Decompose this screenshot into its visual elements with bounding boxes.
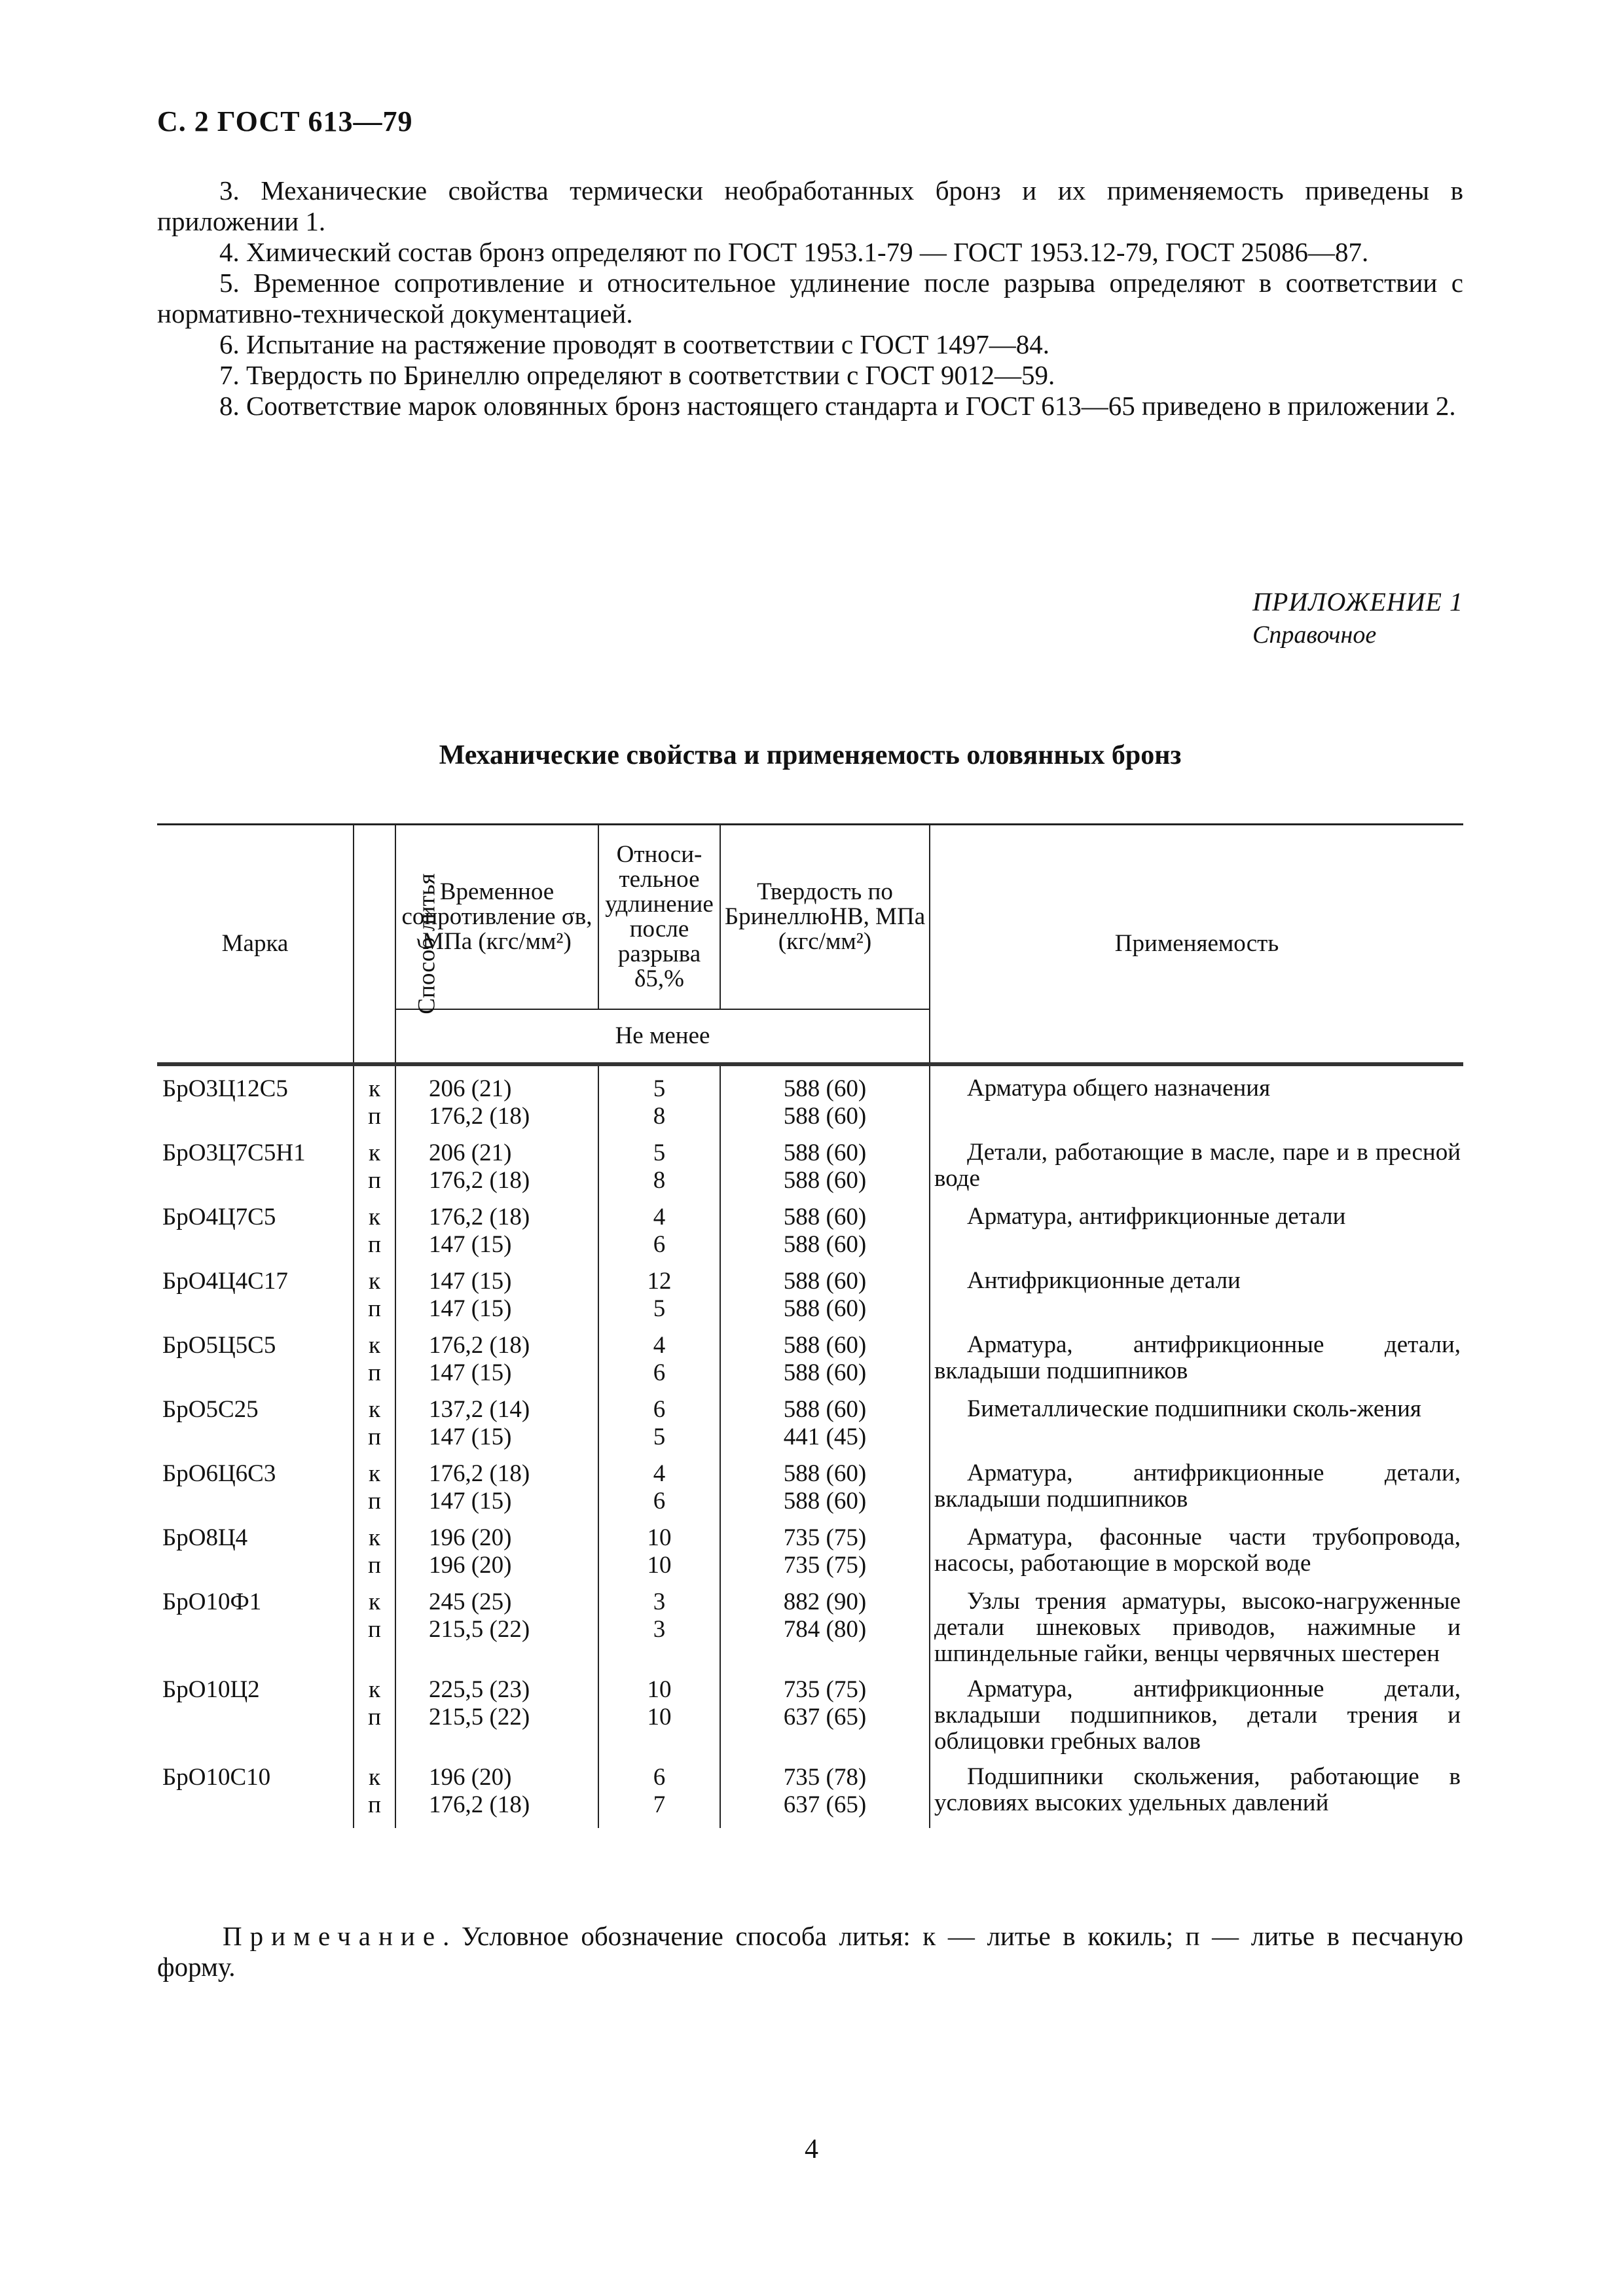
cell-strength-value: 147 (15) [429,1424,512,1450]
cell-marka-value: БрО4Ц7С5 [162,1204,276,1230]
cell-elongation [598,1676,720,1764]
cell-usage-value: Антифрикционные детали [967,1267,1241,1294]
cell-sposob [354,1139,395,1204]
cell-marka-value: БрО10Ц2 [162,1676,260,1703]
cell-sposob-value: к [369,1139,380,1166]
cell-sposob [354,1204,395,1268]
cell-strength [395,1764,598,1828]
cell-sposob-value: к [369,1588,380,1615]
cell-strength-value: 147 (15) [429,1359,512,1386]
paragraph-7: 7. Твердость по Бринеллю определяют в соответствии с ГОСТ 9012—59. [219,360,1055,390]
cell-strength [395,1524,598,1588]
table-row [157,1332,1463,1396]
cell-usage [930,1524,1463,1588]
cell-marka [157,1268,354,1332]
header-not-less: Не менее [395,1009,930,1064]
cell-hardness-value: 588 (60) [783,1295,867,1322]
cell-sposob-value: п [368,1295,381,1322]
cell-sposob-value: п [368,1424,381,1450]
cell-sposob-value: п [368,1704,381,1731]
cell-hardness [720,1396,930,1460]
paragraph-3: 3. Механические свойства термически необработанных бронз и их применяемость приведены в приложении 1. [157,175,1463,236]
cell-strength-value: 176,2 (18) [429,1460,530,1487]
cell-sposob-value: к [369,1268,380,1295]
cell-sposob-value: к [369,1676,380,1703]
cell-elongation-value: 5 [653,1139,666,1166]
table-row [157,1764,1463,1828]
cell-sposob [354,1064,395,1139]
cell-marka-value: БрО5Ц5С5 [162,1332,276,1359]
cell-elongation-value: 4 [653,1332,666,1359]
cell-hardness-value: 882 (90) [783,1588,867,1615]
cell-hardness-value: 588 (60) [783,1488,867,1515]
cell-sposob [354,1268,395,1332]
cell-elongation-value: 10 [647,1524,672,1551]
page-number: 4 [805,2134,818,2164]
cell-usage [930,1064,1463,1139]
cell-elongation-value: 6 [653,1396,666,1423]
cell-elongation [598,1524,720,1588]
page-header: С. 2 ГОСТ 613—79 [157,105,413,137]
cell-elongation [598,1064,720,1139]
cell-strength-value: 147 (15) [429,1231,512,1258]
cell-hardness-value: 784 (80) [783,1616,867,1643]
cell-strength-value: 196 (20) [429,1524,512,1551]
cell-sposob [354,1332,395,1396]
cell-elongation [598,1268,720,1332]
header-hardness: Твердость по БринеллюHB, МПа (кгс/мм²) [720,825,930,1010]
cell-sposob-value: п [368,1616,381,1643]
cell-strength-value: 206 (21) [429,1075,512,1102]
cell-sposob [354,1588,395,1676]
cell-usage-value: Биметаллические подшипники сколь-жения [967,1395,1421,1422]
cell-marka-value: БрО3Ц12С5 [162,1075,288,1102]
cell-sposob [354,1460,395,1524]
paragraph-8: 8. Соответствие марок оловянных бронз настоящего стандарта и ГОСТ 613—65 приведено в приложении 2. [219,391,1456,421]
cell-strength [395,1064,598,1139]
table-row [157,1139,1463,1204]
cell-elongation-value: 3 [653,1588,666,1615]
cell-hardness-value: 588 (60) [783,1139,867,1166]
cell-hardness [720,1588,930,1676]
table-row [157,1460,1463,1524]
header-sposob-text: Способ литья [413,873,441,1014]
cell-sposob [354,1676,395,1764]
table-body [157,1064,1463,1828]
cell-marka [157,1764,354,1828]
appendix-label [1252,586,1463,651]
cell-marka [157,1204,354,1268]
table-row [157,1676,1463,1764]
cell-elongation [598,1332,720,1396]
cell-strength [395,1396,598,1460]
cell-strength-value: 176,2 (18) [429,1167,530,1194]
cell-usage-value: Узлы трения арматуры, высоко-нагруженные детали шнековых приводов, нажимные и шпиндельные гайки, венцы червячных шестерен [934,1588,1461,1667]
cell-elongation [598,1460,720,1524]
cell-hardness [720,1204,930,1268]
cell-strength-value: 215,5 (22) [429,1616,530,1643]
cell-strength-value: 245 (25) [429,1588,512,1615]
cell-sposob-value: к [369,1460,380,1487]
cell-elongation-value: 8 [653,1103,666,1130]
cell-hardness [720,1332,930,1396]
cell-hardness [720,1460,930,1524]
cell-marka [157,1676,354,1764]
cell-hardness-value: 588 (60) [783,1231,867,1258]
cell-usage [930,1588,1463,1676]
cell-strength-value: 206 (21) [429,1139,512,1166]
cell-elongation [598,1204,720,1268]
cell-usage [930,1396,1463,1460]
cell-hardness-value: 588 (60) [783,1167,867,1194]
cell-elongation-value: 10 [647,1552,672,1579]
cell-strength-value: 176,2 (18) [429,1103,530,1130]
cell-hardness-value: 588 (60) [783,1359,867,1386]
cell-marka-value: БрО4Ц4С17 [162,1268,288,1295]
cell-hardness-value: 588 (60) [783,1103,867,1130]
cell-elongation [598,1588,720,1676]
header-strength: Временное сопротивление σв, МПа (кгс/мм²) [395,825,598,1010]
cell-sposob-value: п [368,1552,381,1579]
table-note [157,1921,1463,1982]
cell-hardness [720,1064,930,1139]
note-text: . Условное обозначение способа литья: к — литье в кокиль; п — литье в песчаную форму. [157,1921,1463,1982]
body-paragraphs [157,175,1463,422]
cell-hardness-value: 588 (60) [783,1204,867,1230]
table-row [157,1064,1463,1139]
cell-usage [930,1139,1463,1204]
table-row [157,1588,1463,1676]
cell-sposob-value: к [369,1524,380,1551]
cell-usage-value: Детали, работающие в масле, паре и в пресной воде [934,1139,1461,1192]
cell-hardness [720,1524,930,1588]
cell-marka-value: БрО10Ф1 [162,1588,262,1615]
cell-elongation-value: 5 [653,1075,666,1102]
cell-hardness-value: 588 (60) [783,1460,867,1487]
table-row [157,1396,1463,1460]
cell-sposob [354,1764,395,1828]
table-title: Механические свойства и применяемость оловянных бронз [439,740,1182,770]
cell-strength [395,1268,598,1332]
cell-strength-value: 215,5 (22) [429,1704,530,1731]
cell-marka [157,1396,354,1460]
cell-hardness [720,1764,930,1828]
cell-strength-value: 147 (15) [429,1295,512,1322]
cell-usage-value: Подшипники скольжения, работающие в условиях высоких удельных давлений [934,1763,1461,1816]
cell-strength-value: 196 (20) [429,1764,512,1791]
cell-sposob-value: к [369,1204,380,1230]
cell-marka-value: БрО8Ц4 [162,1524,248,1551]
cell-marka [157,1064,354,1139]
cell-elongation-value: 12 [647,1268,672,1295]
cell-strength [395,1676,598,1764]
cell-sposob-value: п [368,1231,381,1258]
cell-strength [395,1204,598,1268]
cell-elongation-value: 8 [653,1167,666,1194]
cell-marka [157,1460,354,1524]
cell-elongation [598,1139,720,1204]
cell-elongation-value: 6 [653,1764,666,1791]
paragraph-5: 5. Временное сопротивление и относительное удлинение после разрыва определяют в соответствии с нормативно-технической документацией. [157,268,1463,329]
cell-sposob [354,1396,395,1460]
cell-strength-value: 176,2 (18) [429,1332,530,1359]
cell-elongation-value: 6 [653,1359,666,1386]
cell-usage-value: Арматура общего назначения [967,1075,1271,1102]
cell-usage [930,1268,1463,1332]
cell-sposob-value: к [369,1396,380,1423]
paragraph-4: 4. Химический состав бронз определяют по ГОСТ 1953.1-79 — ГОСТ 1953.12-79, ГОСТ 25086—87. [219,237,1369,267]
cell-sposob [354,1524,395,1588]
header-sposob [354,825,441,1065]
cell-strength [395,1139,598,1204]
cell-marka-value: БрО3Ц7С5Н1 [162,1139,306,1166]
cell-elongation-value: 3 [653,1616,666,1643]
cell-elongation [598,1396,720,1460]
cell-sposob-value: п [368,1488,381,1515]
cell-sposob-value: к [369,1764,380,1791]
cell-usage [930,1764,1463,1828]
cell-elongation-value: 6 [653,1488,666,1515]
cell-marka [157,1524,354,1588]
table-row [157,1268,1463,1332]
cell-elongation-value: 10 [647,1676,672,1703]
cell-hardness-value: 441 (45) [783,1424,867,1450]
table-row [157,1204,1463,1268]
header-usage: Применяемость [930,825,1463,1065]
cell-usage-value: Арматура, антифрикционные детали, вкладыши подшипников [934,1331,1461,1384]
cell-marka-value: БрО5С25 [162,1396,259,1423]
cell-hardness-value: 637 (65) [783,1791,867,1818]
cell-strength [395,1332,598,1396]
cell-strength-value: 196 (20) [429,1552,512,1579]
cell-strength-value: 137,2 (14) [429,1396,530,1423]
cell-hardness [720,1676,930,1764]
cell-strength [395,1460,598,1524]
appendix-title: ПРИЛОЖЕНИЕ 1 [1252,587,1463,617]
cell-elongation [598,1764,720,1828]
note-label: Примечание [223,1921,443,1951]
header-elongation: Относи-тельное удлинение после разрыва δ5,% [598,825,720,1010]
cell-marka-value: БрО6Ц6С3 [162,1460,276,1487]
properties-table [157,823,1463,1828]
cell-hardness-value: 735 (75) [783,1676,867,1703]
cell-sposob-value: п [368,1359,381,1386]
cell-usage-value: Арматура, фасонные части трубопровода, насосы, работающие в морской воде [934,1524,1461,1577]
cell-hardness [720,1268,930,1332]
cell-sposob-value: к [369,1332,380,1359]
cell-elongation-value: 7 [653,1791,666,1818]
cell-hardness-value: 637 (65) [783,1704,867,1731]
cell-elongation-value: 4 [653,1204,666,1230]
table-row [157,1524,1463,1588]
cell-usage-value: Арматура, антифрикционные детали, вкладыши подшипников [934,1460,1461,1513]
cell-marka [157,1139,354,1204]
cell-marka [157,1588,354,1676]
cell-hardness-value: 735 (78) [783,1764,867,1791]
cell-marka-value: БрО10С10 [162,1764,271,1791]
cell-strength-value: 147 (15) [429,1268,512,1295]
cell-usage-value: Арматура, антифрикционные детали [967,1203,1346,1230]
cell-hardness [720,1139,930,1204]
header-marka: Марка [157,825,354,1065]
cell-sposob-value: п [368,1103,381,1130]
cell-elongation-value: 6 [653,1231,666,1258]
cell-hardness-value: 588 (60) [783,1396,867,1423]
paragraph-6: 6. Испытание на растяжение проводят в соответствии с ГОСТ 1497—84. [219,329,1049,359]
cell-usage [930,1204,1463,1268]
cell-hardness-value: 735 (75) [783,1524,867,1551]
cell-strength-value: 147 (15) [429,1488,512,1515]
cell-elongation-value: 5 [653,1424,666,1450]
cell-usage [930,1676,1463,1764]
cell-strength-value: 225,5 (23) [429,1676,530,1703]
cell-elongation-value: 10 [647,1704,672,1731]
cell-hardness-value: 588 (60) [783,1332,867,1359]
cell-sposob-value: п [368,1791,381,1818]
cell-strength-value: 176,2 (18) [429,1204,530,1230]
cell-sposob-value: п [368,1167,381,1194]
cell-hardness-value: 735 (75) [783,1552,867,1579]
cell-usage-value: Арматура, антифрикционные детали, вкладыши подшипников, детали трения и облицовки гребных валов [934,1676,1461,1755]
cell-marka [157,1332,354,1396]
cell-hardness-value: 588 (60) [783,1075,867,1102]
cell-sposob-value: к [369,1075,380,1102]
cell-strength [395,1588,598,1676]
cell-strength-value: 176,2 (18) [429,1791,530,1818]
cell-usage [930,1460,1463,1524]
cell-usage [930,1332,1463,1396]
cell-hardness-value: 588 (60) [783,1268,867,1295]
appendix-subtitle: Справочное [1252,621,1377,649]
cell-elongation-value: 4 [653,1460,666,1487]
cell-elongation-value: 5 [653,1295,666,1322]
